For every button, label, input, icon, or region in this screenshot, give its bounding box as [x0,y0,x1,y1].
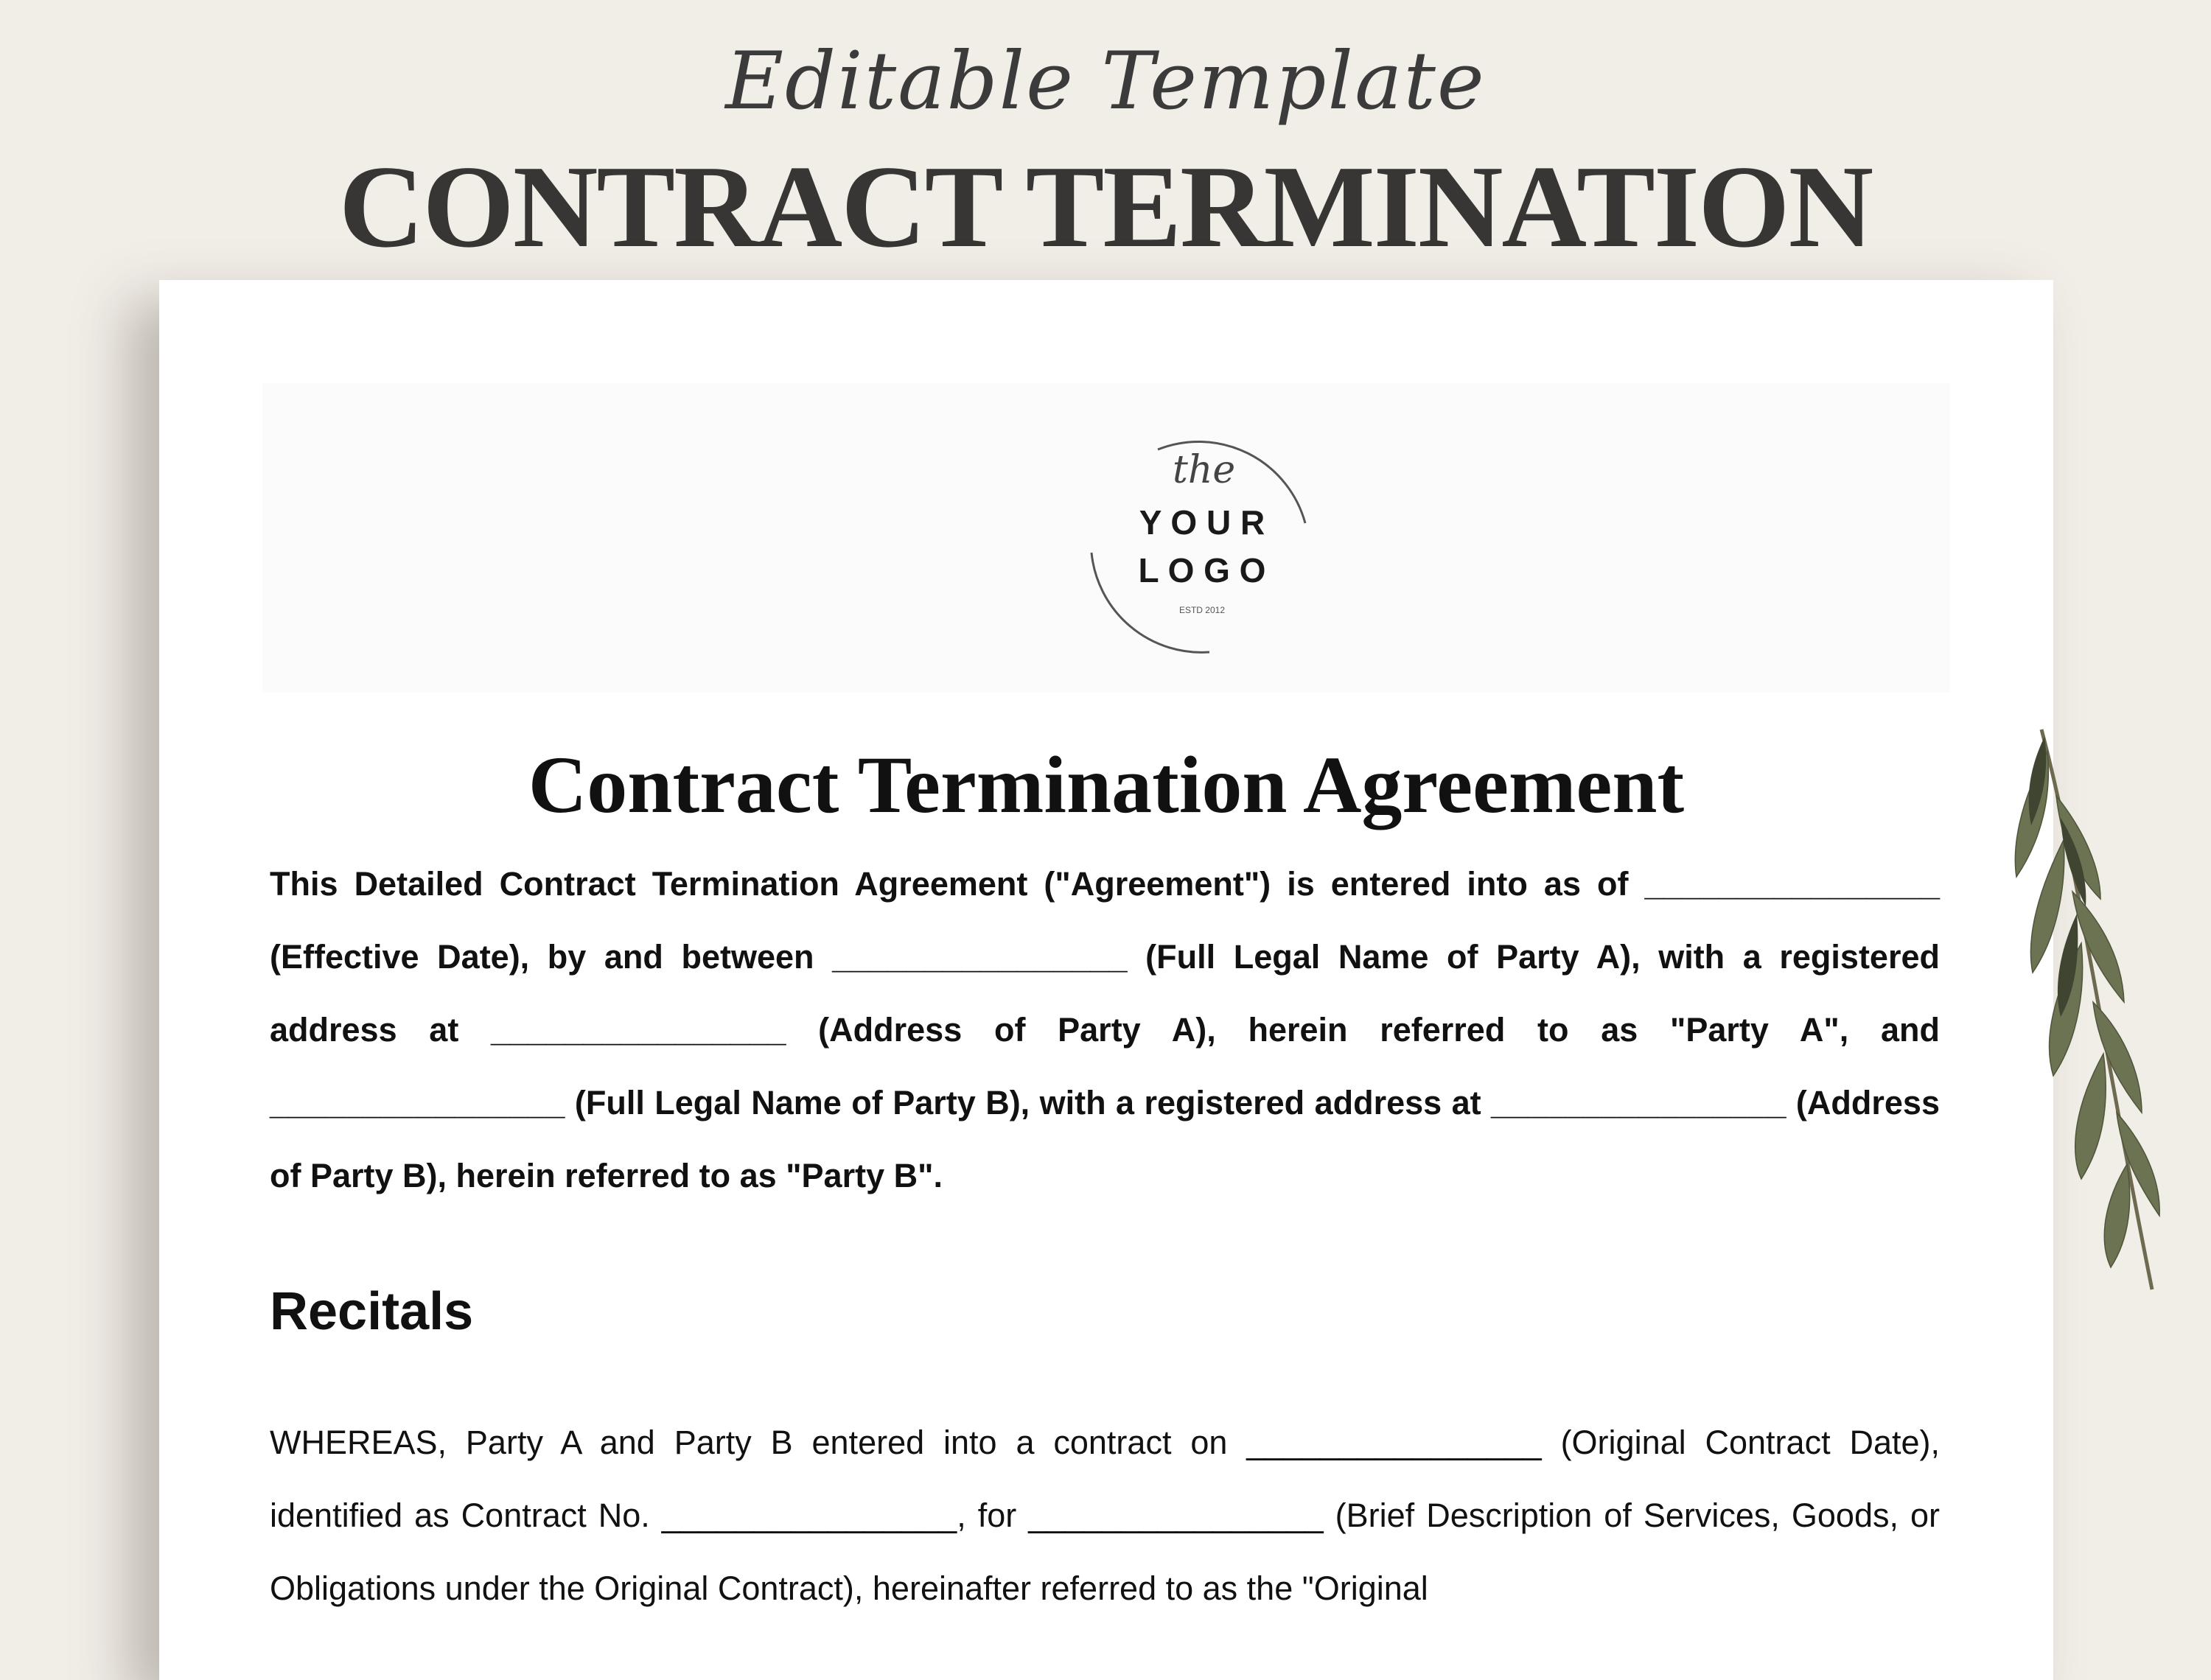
recitals-heading: Recitals [270,1282,474,1341]
document-title: Contract Termination Agreement [528,740,1685,830]
plant-sprig-decoration [1990,722,2182,1297]
logo [1069,405,1335,671]
logo-line2: L O G O [1138,551,1266,589]
logo-area [262,383,1950,693]
logo-tagline: ESTD 2012 [1178,605,1226,615]
script-title: Editable Template [725,35,1486,127]
main-title: CONTRACT TERMINATION [338,141,1873,272]
logo-script: the [1173,448,1236,492]
logo-line1: Y O U R [1139,503,1265,542]
intro-paragraph: This Detailed Contract Termination Agreement ("Agreement") is entered into as of ________________ (Effective Date), by and between ________________ (Full Legal Name of Party A), with a registered address at ________________ (Address of Party A), herein referred to as "Party A", and ________________ (Full Legal Name of Party B), with a registered address at ________________ (Address of Party B), herein referred to as "Party B". [270,865,1940,1194]
document-page [159,280,2053,1680]
recital-paragraph: WHEREAS, Party A and Party B entered into a contract on ________________ (Original Contract Date), identified as Contract No. ________________, for ________________ (Brief Description of Services, Goods, or Obligations under the Original Contract), hereinafter referred to as the "Original [270,1424,1940,1607]
